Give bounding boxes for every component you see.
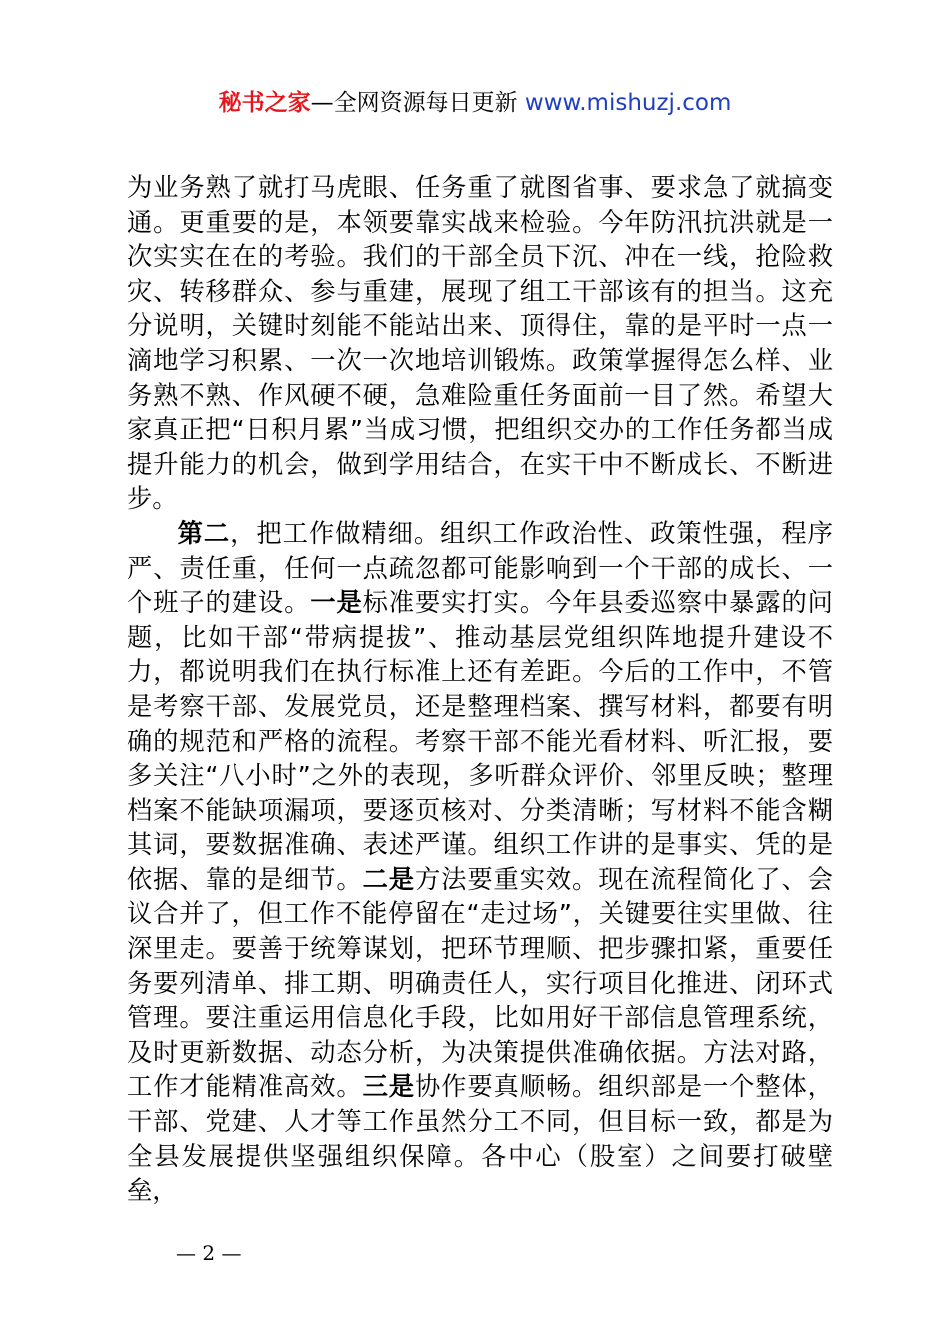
site-brand: 秘书之家 [218, 90, 311, 116]
paragraph-text: 方法要重实效。现在流程简化了、会议合并了，但工作不能停留在“走过场”，关键要往实里做、往深里走。要善于统筹谋划，把环节理顺、把步骤扣紧，重要任务要列清单、排工期、明确责任人，实行项目化推进、闭环式管理。要注重运用信息化手段，比如用好干部信息管理系统，及时更新数据、动态分析，为决策提供准确依据。方法对路，工作才能精准高效。 [127, 864, 833, 1102]
page-number: — 2 — [176, 1241, 242, 1265]
site-url-link[interactable]: www.mishuzj.com [524, 90, 732, 116]
paragraph-second-point [127, 517, 833, 1209]
paragraph-text: 标准要实打实。今年县委巡察中暴露的问题，比如干部“带病提拔”、推动基层党组织阵地提升建设不力，都说明我们在执行标准上还有差距。今后的工作中，不管是考察干部、发展党员，还是整理档案、撰写材料，都要有明确的规范和严格的流程。考察干部不能光看材料、听汇报，要多关注“八小时”之外的表现，多听群众评价、邻里反映；整理档案不能缺项漏项，要逐页核对、分类清晰；写材料不能含糊其词，要数据准确、表述严谨。组织工作讲的是事实、凭的是依据、靠的是细节。 [127, 588, 833, 894]
paragraph-continued: 为业务熟了就打马虎眼、任务重了就图省事、要求急了就搞变通。更重要的是，本领要靠实战来检验。今年防汛抗洪就是一次实实在在的考验。我们的干部全员下沉、冲在一线，抢险救灾、转移群众、参与重建，展现了组工干部该有的担当。这充分说明，关键时刻能不能站出来、顶得住，靠的是平时一点一滴地学习积累、一次一次地培训锻炼。政策掌握得怎么样、业务熟不熟、作风硬不硬，急难险重任务面前一目了然。希望大家真正把“日积月累”当成习惯，把组织交办的工作任务都当成提升能力的机会，做到学用结合，在实干中不断成长、不断进步。 [127, 173, 833, 514]
paragraph-text: ，把工作做精细。组织工作政治性、政策性强，程序严、责任重，任何一点疏忽都可能影响到一个干部的成长、一个班子的建设。 [127, 518, 833, 618]
sub-point-one-label: 一是 [310, 588, 363, 618]
site-tagline: —全网资源每日更新 [310, 90, 525, 116]
sub-point-two-label: 二是 [362, 864, 415, 894]
site-header [0, 86, 950, 120]
point-lead-second: 第二 [177, 518, 231, 548]
sub-point-three-label: 三是 [362, 1072, 415, 1102]
document-body [127, 171, 833, 1209]
paragraph-text: 协作要真顺畅。组织部是一个整体，干部、党建、人才等工作虽然分工不同，但目标一致，都是为全县发展提供坚强组织保障。各中心（股室）之间要打破壁垒， [127, 1072, 833, 1206]
